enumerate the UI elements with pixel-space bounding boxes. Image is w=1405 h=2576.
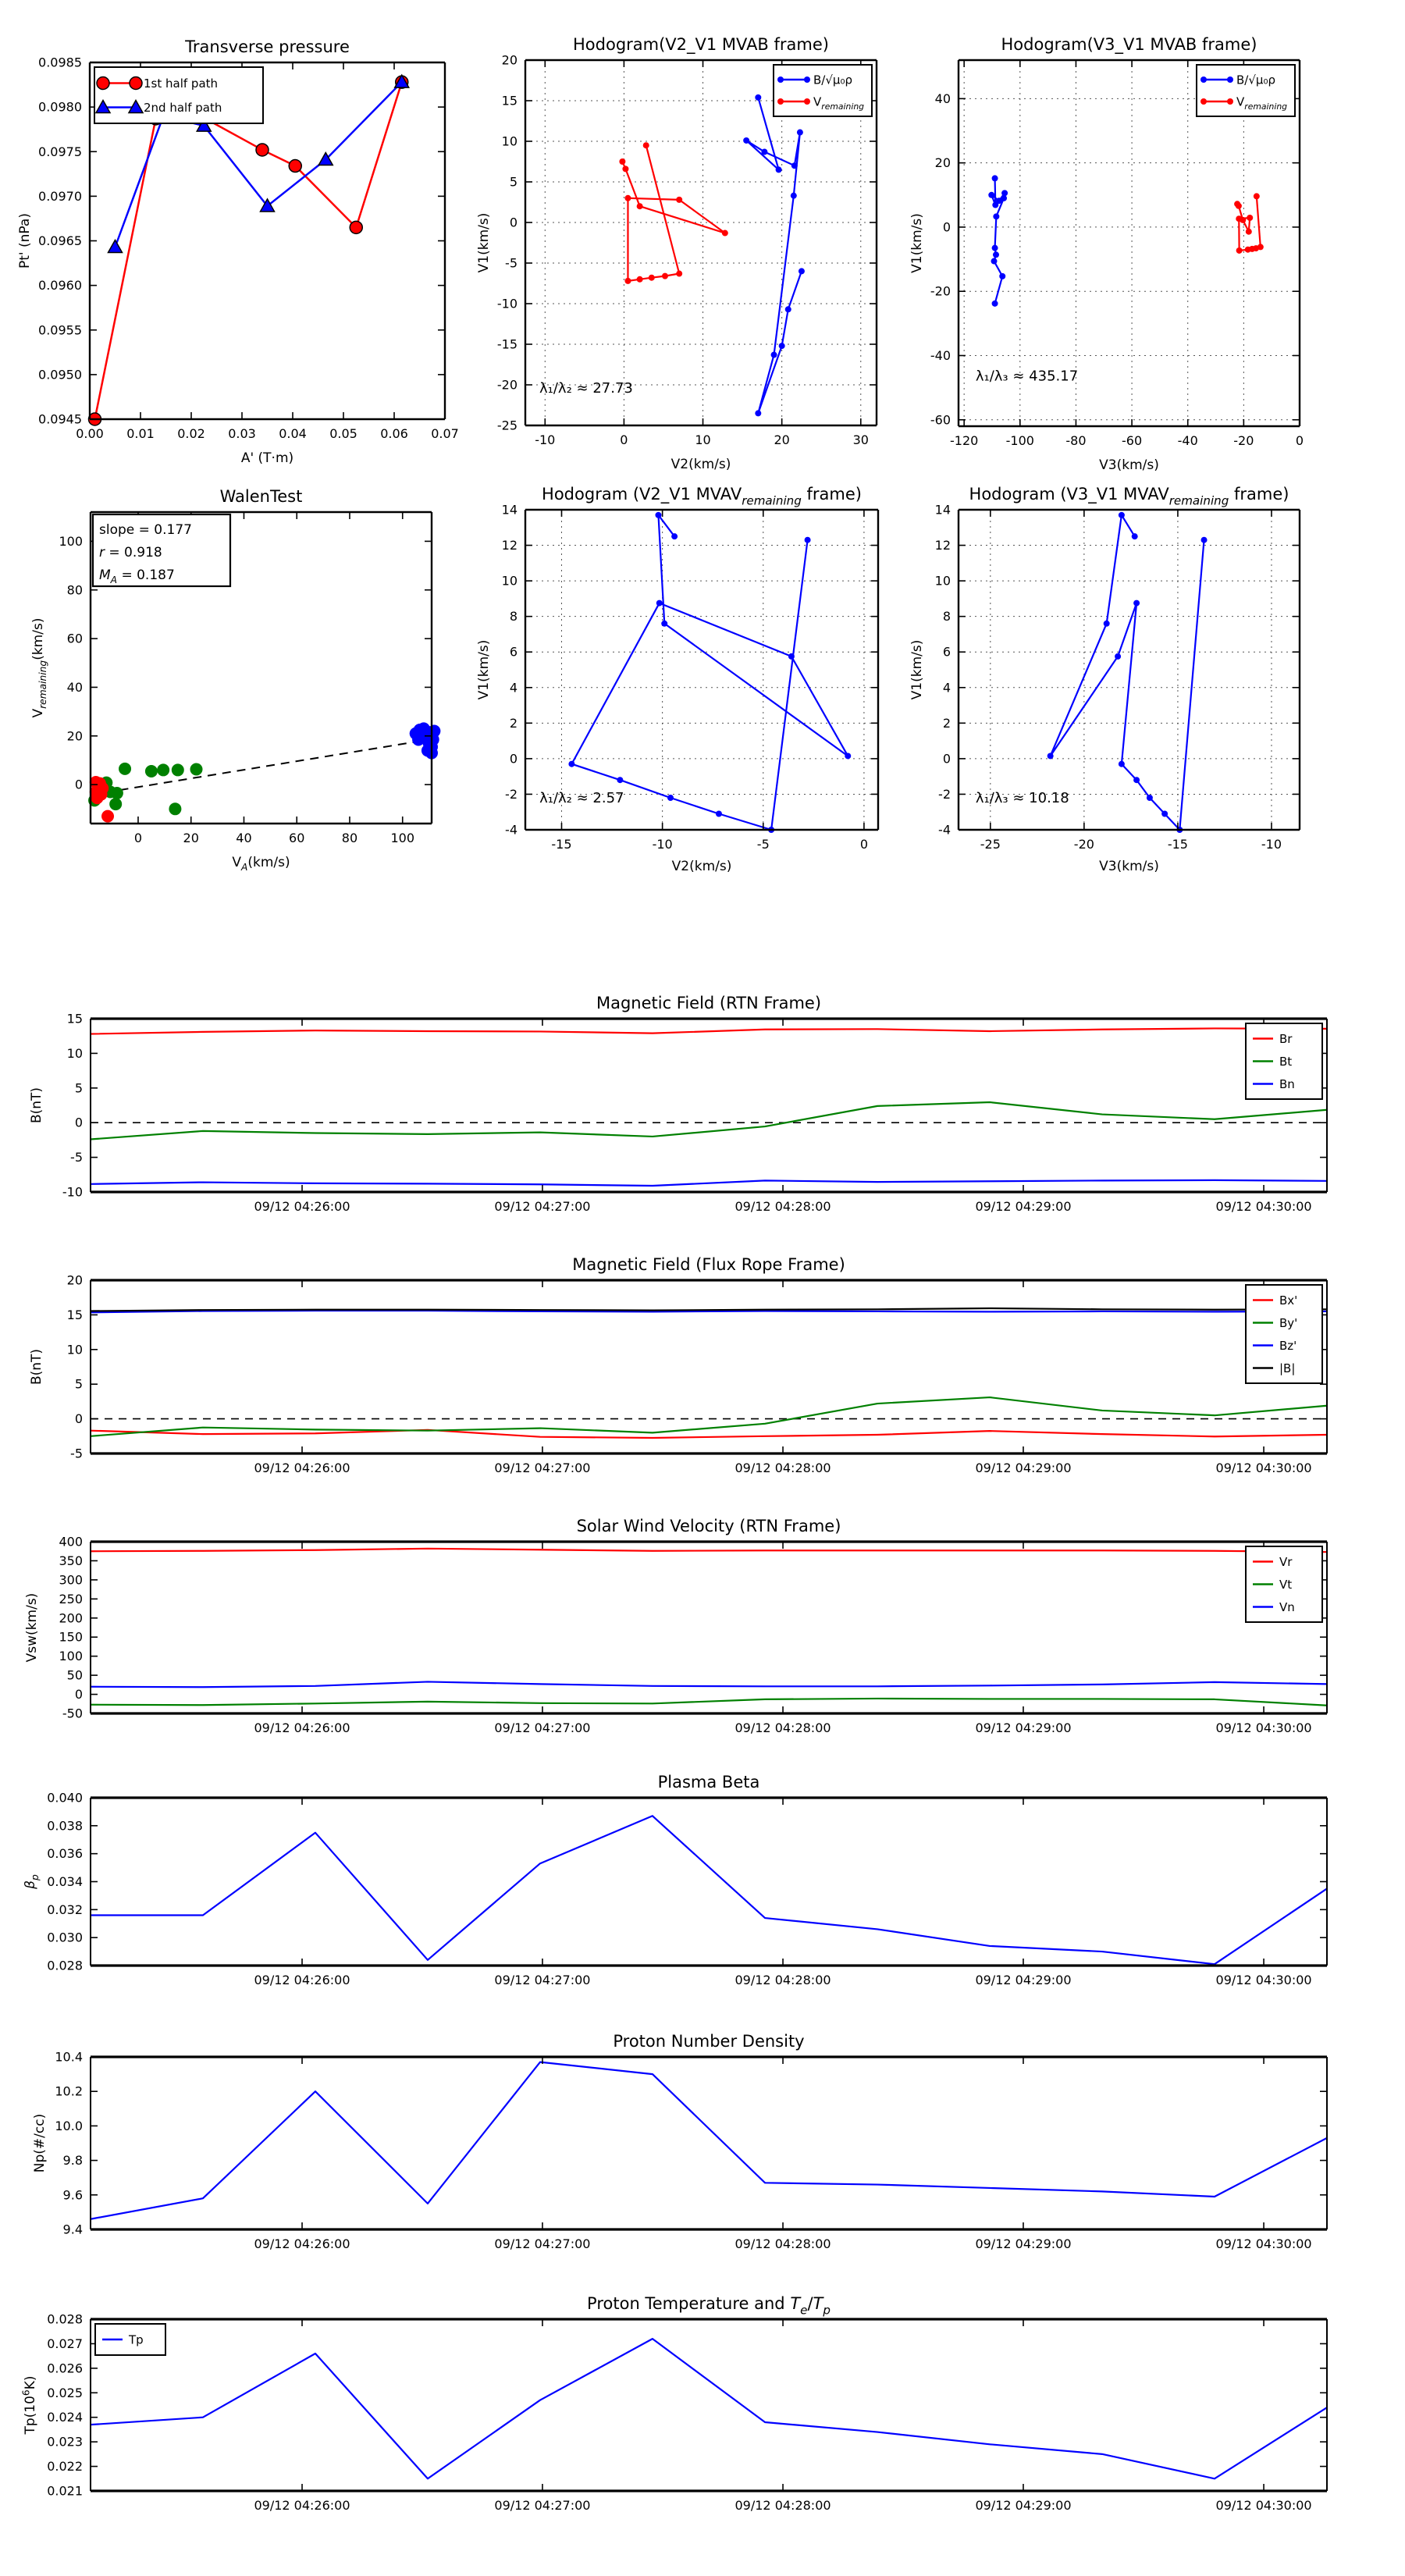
chart-solar-wind-velocity <box>0 1508 1405 1770</box>
x-tick-label: 09/12 04:26:00 <box>254 2498 350 2513</box>
y-tick-label: 6 <box>509 644 518 660</box>
y-tick-label: 0.0960 <box>38 278 82 294</box>
y-tick-label: 10.4 <box>55 2049 83 2065</box>
legend-label: Vt <box>1279 1578 1293 1592</box>
y-tick-label: 0.0955 <box>38 322 82 338</box>
x-tick-label: 09/12 04:26:00 <box>254 1461 350 1475</box>
y-tick-label: 0 <box>74 1687 83 1703</box>
x-tick-label: 20 <box>183 831 199 845</box>
y-tick-label: 0 <box>74 1115 83 1130</box>
y-tick-label: -50 <box>62 1706 83 1721</box>
y-tick-label: 12 <box>934 538 951 553</box>
y-tick-label: 10 <box>934 573 951 589</box>
y-tick-label: 100 <box>59 533 83 549</box>
x-tick-label: 09/12 04:29:00 <box>975 1720 1072 1735</box>
y-tick-label: 10.0 <box>55 2118 83 2133</box>
y-tick-label: 5 <box>509 174 518 190</box>
y-tick-label: 10 <box>66 1342 83 1357</box>
x-tick-label: 10 <box>695 432 711 447</box>
x-tick-label: -5 <box>756 837 770 852</box>
legend-label: Vn <box>1279 1600 1295 1614</box>
y-tick-label: 6 <box>942 644 951 660</box>
x-tick-label: -100 <box>1005 433 1034 448</box>
x-tick-label: 0.00 <box>76 426 104 441</box>
x-tick-label: 09/12 04:28:00 <box>735 1973 831 1987</box>
chart-title: WalenTest <box>219 487 303 506</box>
y-tick-label: -4 <box>505 822 518 838</box>
y-tick-label: 8 <box>509 609 518 624</box>
x-tick-label: -40 <box>1177 433 1198 448</box>
x-tick-label: 09/12 04:30:00 <box>1215 2498 1312 2513</box>
x-tick-label: -15 <box>1167 837 1188 852</box>
y-tick-label: 0.030 <box>47 1930 83 1945</box>
y-tick-label: 0.0985 <box>38 55 82 70</box>
y-tick-label: 10.2 <box>55 2083 83 2099</box>
x-tick-label: 09/12 04:27:00 <box>494 2236 591 2251</box>
chart-title: Plasma Beta <box>657 1773 760 1791</box>
y-tick-label: 5 <box>74 1376 83 1392</box>
y-tick-label: 20 <box>66 1272 83 1288</box>
chart-magnetic-field-flux-rope <box>0 1247 1405 1508</box>
legend-label: Vr <box>1279 1555 1293 1569</box>
y-axis-label: V1(km/s) <box>909 639 925 700</box>
legend-label: $V_{remaining}$ <box>1236 94 1288 112</box>
y-tick-label: 0 <box>509 751 518 767</box>
x-tick-label: 09/12 04:29:00 <box>975 2498 1072 2513</box>
x-tick-label: 0.05 <box>329 426 357 441</box>
y-tick-label: 9.6 <box>62 2187 83 2203</box>
y-tick-label: 0.028 <box>47 1958 83 1973</box>
y-tick-label: 0.040 <box>47 1790 83 1806</box>
stats-line: r = 0.918 <box>99 545 162 560</box>
x-tick-label: 0 <box>1295 433 1304 448</box>
y-axis-label: V1(km/s) <box>909 213 925 273</box>
y-tick-label: -20 <box>496 377 518 393</box>
y-tick-label: 40 <box>66 679 83 695</box>
annotation: λ₁/λ₃ ≈ 435.17 <box>975 368 1079 385</box>
x-tick-label: 0.02 <box>177 426 205 441</box>
y-axis-label: $\beta_p$ <box>23 1874 41 1889</box>
legend-label: Br <box>1279 1032 1293 1046</box>
x-tick-label: -60 <box>1122 433 1143 448</box>
y-tick-label: 150 <box>59 1629 83 1645</box>
x-tick-label: 40 <box>236 831 252 845</box>
chart-transverse-pressure <box>0 12 484 476</box>
y-tick-label: 0.023 <box>47 2434 83 2450</box>
x-tick-label: 30 <box>852 432 869 447</box>
chart-plasma-beta <box>0 1764 1405 2026</box>
y-tick-label: 0.0970 <box>38 188 82 204</box>
y-tick-label: 2 <box>509 715 518 731</box>
y-axis-label: Np(#/cc) <box>32 2113 48 2173</box>
x-tick-label: -120 <box>950 433 979 448</box>
y-tick-label: 20 <box>501 52 518 68</box>
y-axis-label: V1(km/s) <box>476 639 492 700</box>
y-tick-label: 0.0965 <box>38 233 82 248</box>
legend-label: $V_{remaining}$ <box>813 94 865 112</box>
y-tick-label: 20 <box>934 155 951 171</box>
y-tick-label: -60 <box>930 412 951 428</box>
x-tick-label: 09/12 04:26:00 <box>254 1199 350 1214</box>
x-tick-label: 20 <box>774 432 790 447</box>
y-tick-label: 0.0980 <box>38 99 82 115</box>
x-tick-label: 09/12 04:30:00 <box>1215 1973 1312 1987</box>
y-tick-label: 10 <box>501 133 518 149</box>
annotation: λ₁/λ₃ ≈ 10.18 <box>975 790 1069 807</box>
chart-hodogram-v3v1-mvav <box>890 476 1405 913</box>
x-tick-label: 0.03 <box>228 426 256 441</box>
y-tick-label: 5 <box>74 1080 83 1096</box>
y-tick-label: 20 <box>66 728 83 744</box>
legend <box>94 67 263 123</box>
x-tick-label: -10 <box>535 432 556 447</box>
y-tick-label: 4 <box>509 680 518 696</box>
y-tick-label: -25 <box>496 418 518 433</box>
y-axis-label: $V_{remaining}(km/s)$ <box>30 617 49 718</box>
x-tick-label: 0.04 <box>279 426 307 441</box>
x-tick-label: 09/12 04:27:00 <box>494 2498 591 2513</box>
x-tick-label: -15 <box>551 837 572 852</box>
y-tick-label: 12 <box>501 538 518 553</box>
legend-label: By' <box>1279 1316 1298 1330</box>
y-tick-label: 40 <box>934 91 951 106</box>
y-tick-label: 4 <box>942 680 951 696</box>
y-tick-label: 0.028 <box>47 2311 83 2327</box>
x-tick-label: 100 <box>390 831 415 845</box>
chart-title: Solar Wind Velocity (RTN Frame) <box>576 1517 841 1535</box>
chart-proton-number-density <box>0 2023 1405 2285</box>
x-tick-label: -10 <box>652 837 673 852</box>
y-tick-label: 0.027 <box>47 2336 83 2351</box>
y-tick-label: -4 <box>938 822 951 838</box>
chart-hodogram-v2v1-mvab <box>476 12 890 476</box>
x-tick-label: 80 <box>341 831 358 845</box>
x-tick-label: 09/12 04:29:00 <box>975 1973 1072 1987</box>
x-tick-label: 0 <box>859 837 869 852</box>
legend-label: 2nd half path <box>144 101 222 115</box>
x-tick-label: 09/12 04:29:00 <box>975 2236 1072 2251</box>
y-tick-label: 0.021 <box>47 2483 83 2499</box>
y-tick-label: 350 <box>59 1553 83 1568</box>
y-tick-label: -10 <box>62 1184 83 1200</box>
y-tick-label: 0.024 <box>47 2410 83 2425</box>
legend-label: Bn <box>1279 1077 1295 1091</box>
legend-label: |B| <box>1279 1361 1296 1375</box>
y-tick-label: -2 <box>505 786 518 802</box>
y-tick-label: 15 <box>66 1011 83 1026</box>
annotation: λ₁/λ₂ ≈ 2.57 <box>539 790 624 807</box>
chart-title: Hodogram (V2_V1 $MVAV_{remaining}$ frame) <box>542 485 862 508</box>
x-tick-label: 09/12 04:26:00 <box>254 1973 350 1987</box>
y-tick-label: 0.038 <box>47 1818 83 1834</box>
annotation: λ₁/λ₂ ≈ 27.73 <box>539 379 633 397</box>
x-axis-label: V3(km/s) <box>1099 859 1159 874</box>
y-tick-label: -5 <box>70 1446 83 1461</box>
y-tick-label: 2 <box>942 715 951 731</box>
y-tick-label: 0.036 <box>47 1846 83 1862</box>
legend-label: Bt <box>1279 1055 1293 1069</box>
y-tick-label: -10 <box>496 296 518 311</box>
y-tick-label: 0.026 <box>47 2361 83 2376</box>
legend <box>1246 1546 1322 1622</box>
y-tick-label: -2 <box>938 786 951 802</box>
x-tick-label: 0.07 <box>431 426 459 441</box>
x-axis-label: $V_A(km/s)$ <box>232 855 290 873</box>
x-tick-label: 09/12 04:30:00 <box>1215 1461 1312 1475</box>
legend-label: B/√μ₀ρ <box>1236 73 1275 87</box>
x-axis-label: V2(km/s) <box>670 457 731 472</box>
x-tick-label: 09/12 04:28:00 <box>735 1720 831 1735</box>
legend <box>95 2324 165 2355</box>
y-tick-label: 0 <box>74 1411 83 1427</box>
legend-label: Tp <box>129 2332 144 2347</box>
x-tick-label: 09/12 04:30:00 <box>1215 1720 1312 1735</box>
stats-line: slope = 0.177 <box>99 522 192 538</box>
x-tick-label: 09/12 04:28:00 <box>735 1461 831 1475</box>
y-tick-label: 10 <box>501 573 518 589</box>
x-tick-label: 60 <box>289 831 305 845</box>
y-tick-label: 0 <box>942 219 951 235</box>
stats-line: $M_A = 0.187$ <box>99 568 175 586</box>
y-tick-label: 250 <box>59 1591 83 1606</box>
chart-title: Proton Number Density <box>613 2032 805 2051</box>
x-tick-label: 0.01 <box>126 426 155 441</box>
x-tick-label: 09/12 04:27:00 <box>494 1199 591 1214</box>
y-tick-label: 50 <box>66 1667 83 1683</box>
x-tick-label: 0.06 <box>380 426 408 441</box>
x-tick-label: 09/12 04:26:00 <box>254 2236 350 2251</box>
x-tick-label: -20 <box>1233 433 1254 448</box>
y-tick-label: 14 <box>501 502 518 518</box>
x-tick-label: 09/12 04:28:00 <box>735 2498 831 2513</box>
chart-title: Magnetic Field (RTN Frame) <box>596 994 822 1012</box>
y-tick-label: -15 <box>496 336 518 352</box>
y-axis-label: Pt' (nPa) <box>17 213 33 269</box>
y-tick-label: 0 <box>942 751 951 767</box>
x-tick-label: 09/12 04:27:00 <box>494 1461 591 1475</box>
y-tick-label: 200 <box>59 1610 83 1626</box>
y-tick-label: 0.0945 <box>38 411 82 427</box>
y-tick-label: 0.032 <box>47 1902 83 1917</box>
y-tick-label: 0.025 <box>47 2385 83 2400</box>
chart-title: Magnetic Field (Flux Rope Frame) <box>572 1255 845 1274</box>
legend <box>1246 1285 1322 1383</box>
x-tick-label: 09/12 04:27:00 <box>494 1973 591 1987</box>
x-tick-label: 09/12 04:29:00 <box>975 1461 1072 1475</box>
chart-walen-test <box>0 476 484 913</box>
legend-label: Bx' <box>1279 1293 1298 1308</box>
legend-label: 1st half path <box>144 76 219 91</box>
y-tick-label: 300 <box>59 1572 83 1588</box>
y-tick-label: 0 <box>74 777 83 792</box>
y-axis-label: B(nT) <box>29 1087 44 1124</box>
y-tick-label: 0 <box>509 215 518 230</box>
x-tick-label: 09/12 04:28:00 <box>735 2236 831 2251</box>
x-axis-label: V3(km/s) <box>1099 457 1159 473</box>
y-tick-label: 80 <box>66 582 83 598</box>
x-tick-label: -10 <box>1261 837 1282 852</box>
x-tick-label: -80 <box>1065 433 1087 448</box>
chart-proton-temperature <box>0 2286 1405 2551</box>
x-tick-label: 09/12 04:27:00 <box>494 1720 591 1735</box>
y-tick-label: -40 <box>930 347 951 363</box>
x-tick-label: 09/12 04:30:00 <box>1215 2236 1312 2251</box>
chart-hodogram-v3v1-mvab <box>890 12 1405 476</box>
y-axis-label: V1(km/s) <box>476 212 492 273</box>
y-tick-label: 100 <box>59 1649 83 1664</box>
chart-title: Proton Temperature and $T_e/T_p$ <box>587 2294 831 2318</box>
x-tick-label: 09/12 04:26:00 <box>254 1720 350 1735</box>
chart-title: Hodogram(V3_V1 MVAB frame) <box>1001 35 1257 54</box>
y-tick-label: 60 <box>66 631 83 646</box>
y-tick-label: 9.4 <box>62 2222 83 2237</box>
legend <box>774 65 872 116</box>
y-tick-label: 0.034 <box>47 1874 83 1889</box>
legend-label: B/√μ₀ρ <box>813 73 852 87</box>
y-tick-label: 0.022 <box>47 2459 83 2475</box>
y-tick-label: 0.0975 <box>38 144 82 159</box>
y-axis-label: $Tp(10^6K)$ <box>20 2375 38 2435</box>
y-axis-label: Vsw(km/s) <box>24 1592 40 1663</box>
y-tick-label: 9.8 <box>62 2153 83 2169</box>
legend-label: Bz' <box>1279 1339 1297 1353</box>
chart-hodogram-v2v1-mvav <box>476 476 890 913</box>
y-tick-label: -5 <box>70 1150 83 1165</box>
x-tick-label: 0 <box>133 831 143 845</box>
y-tick-label: -5 <box>505 255 518 271</box>
y-tick-label: 15 <box>66 1307 83 1322</box>
x-axis-label: A' (T·m) <box>240 450 294 466</box>
x-axis-label: V2(km/s) <box>671 859 732 874</box>
y-axis-label: B(nT) <box>29 1348 44 1386</box>
chart-title: Transverse pressure <box>185 37 350 56</box>
x-tick-label: 09/12 04:29:00 <box>975 1199 1072 1214</box>
chart-magnetic-field-rtn <box>0 985 1405 1247</box>
chart-title: Hodogram(V2_V1 MVAB frame) <box>573 35 829 54</box>
legend <box>1197 65 1295 116</box>
y-tick-label: 14 <box>934 502 951 518</box>
y-tick-label: 0.0950 <box>38 367 82 382</box>
x-tick-label: 09/12 04:30:00 <box>1215 1199 1312 1214</box>
legend <box>1246 1023 1322 1099</box>
x-tick-label: -20 <box>1073 837 1094 852</box>
y-tick-label: 8 <box>942 609 951 624</box>
x-tick-label: 09/12 04:28:00 <box>735 1199 831 1214</box>
x-tick-label: -25 <box>980 837 1001 852</box>
y-tick-label: 10 <box>66 1045 83 1061</box>
x-tick-label: 0 <box>620 432 628 447</box>
y-tick-label: -20 <box>930 283 951 299</box>
y-tick-label: 15 <box>501 93 518 109</box>
chart-title: Hodogram (V3_V1 $MVAV_{remaining}$ frame) <box>969 485 1289 508</box>
y-tick-label: 400 <box>59 1534 83 1550</box>
